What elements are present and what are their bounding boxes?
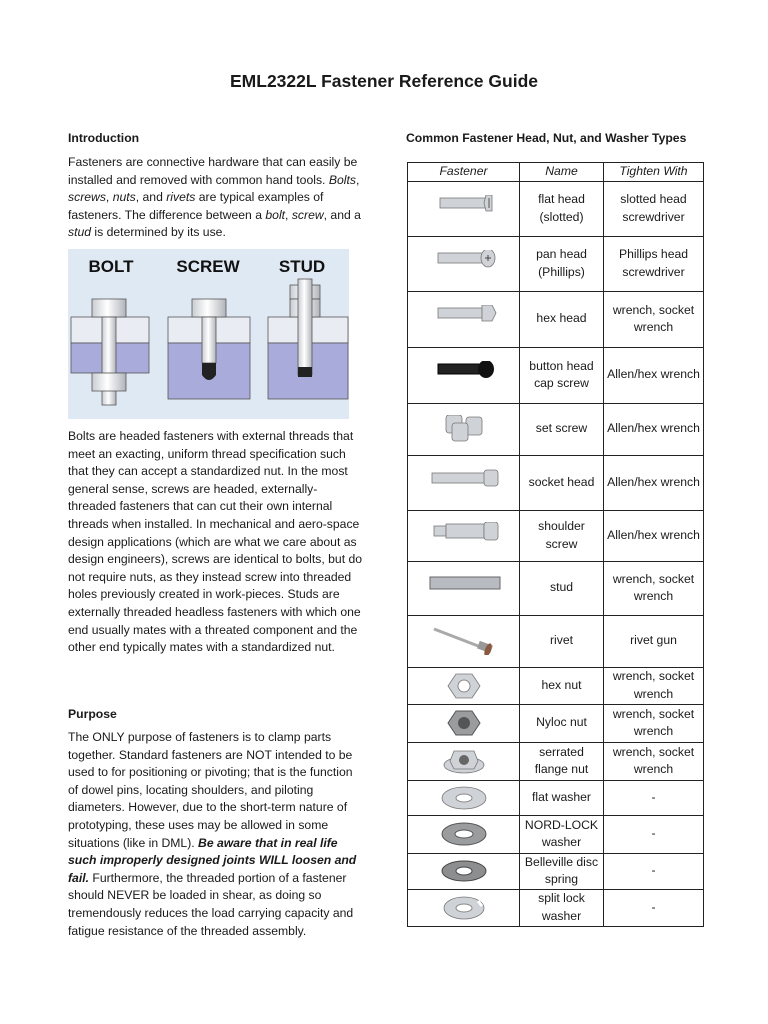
fastener-image-cell xyxy=(408,510,520,561)
tighten-with: slotted head screwdriver xyxy=(604,181,704,236)
table-row xyxy=(408,667,704,704)
table-header-row xyxy=(408,163,704,182)
hex-head-bolt-icon xyxy=(412,305,516,333)
table-row xyxy=(408,347,704,403)
fastener-name: Nyloc nut xyxy=(520,704,604,742)
fastener-image-cell xyxy=(408,403,520,455)
table-row xyxy=(408,455,704,510)
fastener-image-cell xyxy=(408,291,520,347)
fastener-name: set screw xyxy=(520,403,604,455)
fastener-image-cell xyxy=(408,780,520,815)
fastener-image-cell xyxy=(408,889,520,926)
fastener-image-cell xyxy=(408,704,520,742)
button-head-cap-screw-icon xyxy=(412,361,516,389)
bolt-screw-stud-diagram xyxy=(68,249,349,419)
table-heading: Common Fastener Head, Nut, and Washer Types xyxy=(406,131,687,145)
fastener-image-cell xyxy=(408,615,520,667)
table-row xyxy=(408,510,704,561)
rivet-icon xyxy=(412,627,516,655)
fastener-name: hex head xyxy=(520,291,604,347)
tighten-with: wrench, socket wrench xyxy=(604,291,704,347)
fastener-image-cell xyxy=(408,347,520,403)
serrated-flange-nut-icon xyxy=(412,747,516,775)
fastener-name: flat head (slotted) xyxy=(520,181,604,236)
fastener-image-cell xyxy=(408,561,520,615)
table-row xyxy=(408,889,704,926)
tighten-with: - xyxy=(604,853,704,889)
header-tighten-with: Tighten With xyxy=(604,163,704,182)
tighten-with: wrench, socket wrench xyxy=(604,561,704,615)
table-row xyxy=(408,615,704,667)
tighten-with: Phillips head screwdriver xyxy=(604,236,704,291)
introduction-paragraph: Fasteners are connective hardware that can easily be installed and removed with common hand tools. Bolts, screws, nuts, and rivets are typical examples of fasteners. The difference between a bolt, screw, and a stud is determined by its use. xyxy=(68,155,361,240)
fastener-name: hex nut xyxy=(520,667,604,704)
tighten-with: - xyxy=(604,815,704,853)
tighten-with: Allen/hex wrench xyxy=(604,403,704,455)
page-title: EML2322L Fastener Reference Guide xyxy=(230,71,538,91)
tighten-with: Allen/hex wrench xyxy=(604,510,704,561)
fastener-image-cell xyxy=(408,815,520,853)
table-row xyxy=(408,236,704,291)
tighten-with: - xyxy=(604,889,704,926)
socket-head-screw-icon xyxy=(412,469,516,497)
table-row xyxy=(408,181,704,236)
table-row xyxy=(408,704,704,742)
diagram-label-stud: STUD xyxy=(278,257,326,276)
flat-washer-icon xyxy=(412,784,516,812)
fastener-name: socket head xyxy=(520,455,604,510)
tighten-with: wrench, socket wrench xyxy=(604,742,704,780)
diagram-label-screw: SCREW xyxy=(176,257,240,276)
header-fastener: Fastener xyxy=(408,163,520,182)
tighten-with: Allen/hex wrench xyxy=(604,455,704,510)
fastener-name: rivet xyxy=(520,615,604,667)
fastener-image-cell xyxy=(408,181,520,236)
shoulder-screw-icon xyxy=(412,522,516,550)
tighten-with: - xyxy=(604,780,704,815)
hex-nut-icon xyxy=(412,672,516,700)
flat-head-screw-icon xyxy=(412,195,516,223)
fastener-image-cell xyxy=(408,742,520,780)
pan-head-screw-icon xyxy=(412,250,516,278)
nord-lock-washer-icon xyxy=(412,820,516,848)
fastener-table xyxy=(407,162,704,927)
purpose-heading: Purpose xyxy=(68,707,117,721)
fastener-name: flat washer xyxy=(520,780,604,815)
fastener-image-cell xyxy=(408,853,520,889)
fastener-image-cell xyxy=(408,455,520,510)
bolts-screws-studs-paragraph: Bolts are headed fasteners with external threads that meet an exacting, uniform thread specification such that they can accept a standardized nut. In the most general sense, screws are headed, externally-threaded fasteners that can cut their own internal threads when installed. In mechanical and aero-space design applications (which are what we care about as design engineers), screws are identical to bolts, but do not require nuts, as they instead screw into threaded holes previously created in work-pieces. Studs are externally threaded headless fasteners with which one end usually mates with a threated component and the other end typically mates with a standardized nut. xyxy=(68,429,363,655)
diagram-label-bolt: BOLT xyxy=(88,257,134,276)
fastener-image-cell xyxy=(408,236,520,291)
fastener-name: Belleville disc spring xyxy=(520,853,604,889)
tighten-with: Allen/hex wrench xyxy=(604,347,704,403)
fastener-name: split lock washer xyxy=(520,889,604,926)
tighten-with: wrench, socket wrench xyxy=(604,704,704,742)
belleville-disc-spring-icon xyxy=(412,857,516,885)
fastener-name: shoulder screw xyxy=(520,510,604,561)
fastener-image-cell xyxy=(408,667,520,704)
table-row xyxy=(408,561,704,615)
table-row xyxy=(408,853,704,889)
nyloc-nut-icon xyxy=(412,709,516,737)
table-row xyxy=(408,291,704,347)
fastener-name: button head cap screw xyxy=(520,347,604,403)
introduction-heading: Introduction xyxy=(68,131,140,145)
set-screw-icon xyxy=(412,415,516,443)
table-row xyxy=(408,403,704,455)
fastener-name: NORD-LOCK washer xyxy=(520,815,604,853)
tighten-with: rivet gun xyxy=(604,615,704,667)
tighten-with: wrench, socket wrench xyxy=(604,667,704,704)
fastener-name: pan head (Phillips) xyxy=(520,236,604,291)
split-lock-washer-icon xyxy=(412,894,516,922)
table-row xyxy=(408,815,704,853)
fastener-name: serrated flange nut xyxy=(520,742,604,780)
header-name: Name xyxy=(520,163,604,182)
table-row xyxy=(408,742,704,780)
stud-icon xyxy=(412,574,516,602)
purpose-paragraph: The ONLY purpose of fasteners is to clamp parts together. Standard fasteners are NOT intended to be used to for positioning or pivoting; that is the function of dowel pins, locating shoulders, and piloting diameters. However, due to the short-term nature of prototyping, these uses may be allowed in some situations (like in DML). Be aware that in real life such improperly designed joints WILL loosen and fail. Furthermore, the threaded portion of a fastener should NEVER be loaded in shear, as doing so tremendously reduces the load carrying capacity and fatigue resistance of the threaded assembly. xyxy=(68,730,357,938)
table-row xyxy=(408,780,704,815)
fastener-name: stud xyxy=(520,561,604,615)
